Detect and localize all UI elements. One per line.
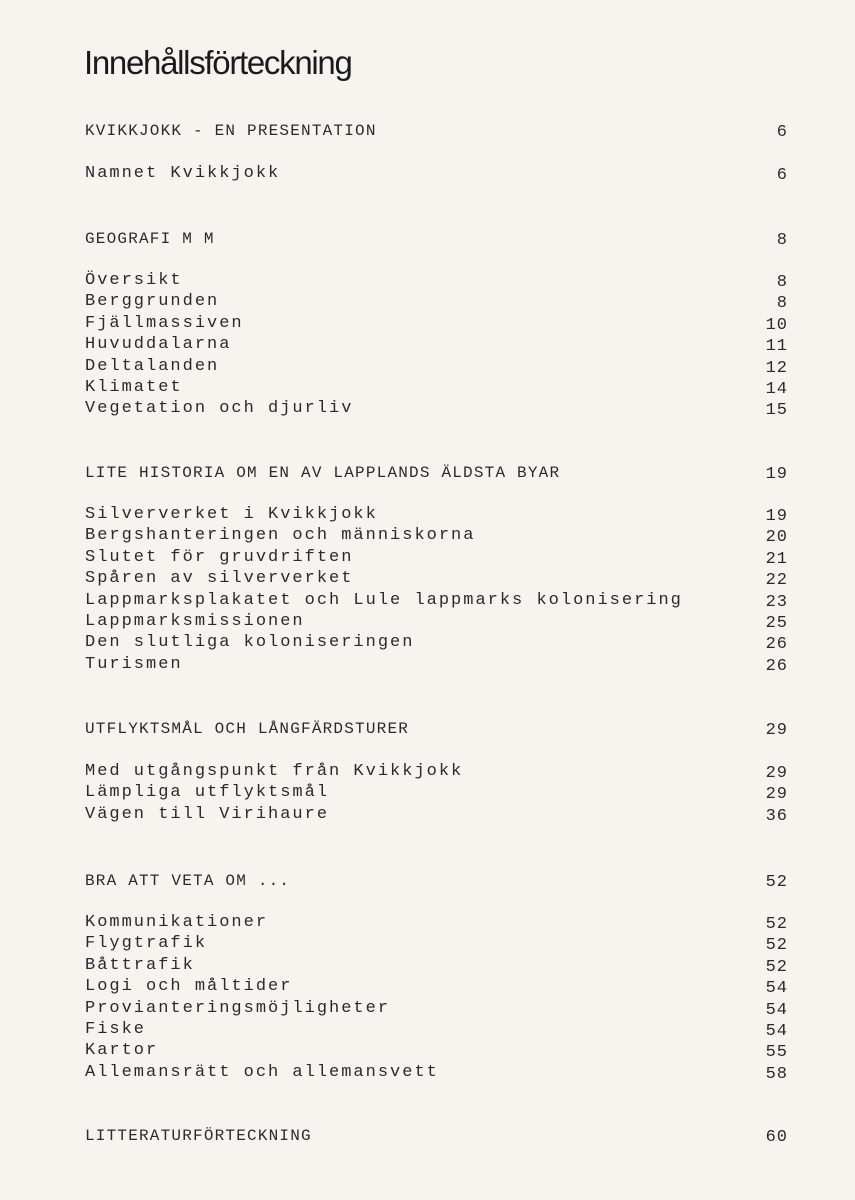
entry-title: Översikt — [85, 271, 183, 290]
page-number: 36 — [765, 806, 788, 826]
page-number: 60 — [765, 1128, 788, 1147]
page-number: 26 — [765, 635, 788, 655]
toc-entry — [0, 505, 855, 527]
page-number: 26 — [765, 656, 788, 676]
page-number: 11 — [765, 337, 788, 357]
toc-entry — [0, 569, 855, 591]
toc-entry — [0, 783, 855, 805]
entry-title: Lappmarksplakatet och Lule lappmarks kolonisering — [85, 590, 683, 610]
entry-title: Spåren av silververket — [85, 569, 354, 589]
toc-section-heading — [0, 229, 855, 251]
page-title: Innehållsförteckning — [84, 44, 352, 81]
toc-section-heading — [0, 871, 855, 893]
toc-entry — [0, 762, 855, 784]
toc-entry — [0, 1041, 855, 1063]
toc-section-heading — [0, 463, 855, 485]
page-number: 14 — [765, 380, 788, 399]
toc-entry — [0, 314, 855, 336]
page-number: 22 — [765, 571, 788, 591]
page-number: 58 — [765, 1064, 788, 1084]
entry-title: Med utgångspunkt från Kvikkjokk — [85, 762, 464, 781]
section-title: UTFLYKTSMÅL OCH LÅNGFÄRDSTURER — [85, 720, 410, 738]
toc-section-heading — [0, 1126, 855, 1148]
toc-entry — [0, 271, 855, 293]
toc-entry — [0, 548, 855, 570]
page-number: 6 — [776, 123, 788, 142]
section-title: LITE HISTORIA OM EN AV LAPPLANDS ÄLDSTA BYAR — [85, 464, 561, 482]
toc-entry — [0, 977, 855, 999]
toc-entry — [0, 357, 855, 379]
section-title: GEOGRAFI M M — [85, 230, 215, 248]
page-number: 15 — [765, 401, 788, 421]
page-number: 29 — [765, 764, 788, 783]
toc-entry — [0, 612, 855, 634]
toc-entry — [0, 934, 855, 956]
toc-entry — [0, 292, 855, 314]
page-number: 6 — [776, 166, 788, 185]
entry-title: Berggrunden — [85, 292, 220, 312]
entry-title: Lappmarksmissionen — [85, 612, 305, 631]
page-number: 8 — [776, 294, 788, 314]
toc-entry — [0, 378, 855, 400]
page-number: 25 — [765, 614, 788, 633]
page-number: 20 — [765, 528, 788, 548]
section-title: KVIKKJOKK - EN PRESENTATION — [85, 122, 377, 140]
entry-title: Huvuddalarna — [85, 335, 232, 355]
toc-entry — [0, 1020, 855, 1042]
entry-title: Slutet för gruvdriften — [85, 547, 354, 567]
section-title: LITTERATURFÖRTECKNING — [85, 1127, 312, 1145]
toc-entry — [0, 956, 855, 978]
section-title: BRA ATT VETA OM ... — [85, 872, 291, 890]
toc-entry — [0, 526, 855, 548]
page-number: 54 — [765, 1000, 788, 1020]
page-number: 52 — [765, 936, 788, 956]
page-number: 8 — [776, 273, 788, 292]
page-number: 52 — [765, 873, 788, 892]
page-number: 29 — [765, 721, 788, 740]
page-number: 52 — [765, 957, 788, 977]
entry-title: Klimatet — [85, 378, 183, 397]
toc-section-heading — [0, 121, 855, 143]
entry-title: Flygtrafik — [85, 934, 208, 954]
entry-title: Kartor — [85, 1041, 159, 1061]
entry-title: Fiske — [85, 1020, 147, 1039]
page-number: 29 — [765, 785, 788, 805]
entry-title: Namnet Kvikkjokk — [85, 164, 281, 183]
page-number: 54 — [765, 979, 788, 999]
entry-title: Vägen till Virihaure — [85, 804, 330, 824]
page-number: 19 — [765, 465, 788, 484]
toc-entry — [0, 164, 855, 186]
entry-title: Bergshanteringen och människorna — [85, 526, 476, 546]
toc-entry — [0, 805, 855, 827]
page-number: 8 — [776, 231, 788, 250]
toc-entry — [0, 335, 855, 357]
page-number: 21 — [765, 549, 788, 569]
entry-title: Silververket i Kvikkjokk — [85, 505, 378, 524]
page-number: 54 — [765, 1022, 788, 1041]
toc-entry — [0, 633, 855, 655]
page-number: 12 — [765, 358, 788, 378]
toc-entry — [0, 1063, 855, 1085]
entry-title: Turismen — [85, 654, 183, 674]
entry-title: Båttrafik — [85, 955, 195, 975]
entry-title: Kommunikationer — [85, 913, 269, 932]
entry-title: Den slutliga koloniseringen — [85, 633, 415, 653]
entry-title: Lämpliga utflyktsmål — [85, 783, 330, 803]
page-number: 55 — [765, 1043, 788, 1063]
entry-title: Vegetation och djurliv — [85, 399, 354, 419]
entry-title: Fjällmassiven — [85, 313, 244, 333]
toc-entry — [0, 913, 855, 935]
toc-entry — [0, 591, 855, 613]
toc-entry — [0, 399, 855, 421]
toc-section-heading — [0, 719, 855, 741]
entry-title: Logi och måltider — [85, 977, 293, 997]
entry-title: Allemansrätt och allemansvett — [85, 1062, 439, 1082]
page-number: 10 — [765, 315, 788, 335]
page-number: 52 — [765, 915, 788, 934]
entry-title: Deltalanden — [85, 356, 220, 376]
entry-title: Provianteringsmöjligheter — [85, 998, 391, 1018]
page-number: 19 — [765, 507, 788, 526]
toc-entry — [0, 655, 855, 677]
page-number: 23 — [765, 592, 788, 612]
toc-entry — [0, 999, 855, 1021]
